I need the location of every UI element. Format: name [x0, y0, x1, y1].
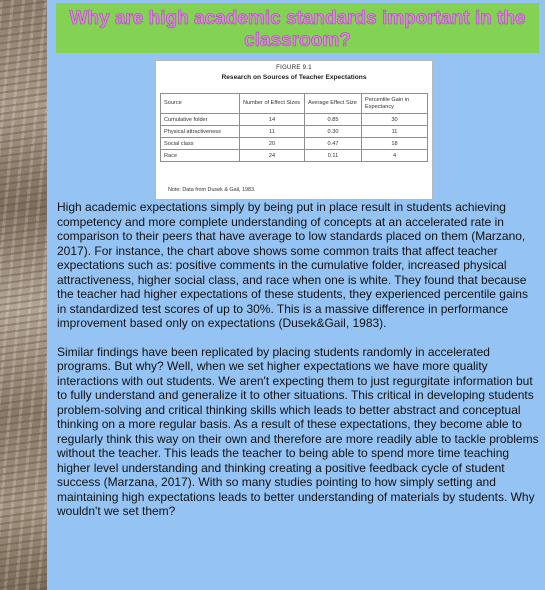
- cell-effect-sizes: 24: [240, 150, 305, 162]
- cell-source: Race: [161, 150, 240, 162]
- header-effect-sizes: Number of Effect Sizes: [240, 94, 305, 114]
- table-row: [161, 126, 428, 138]
- cell-average-effect: 0.85: [305, 114, 362, 126]
- cell-percentile-gain: 30: [362, 114, 428, 126]
- header-average-effect: Average Effect Size: [305, 94, 362, 114]
- figure-image: [155, 60, 433, 200]
- cell-average-effect: 0.11: [305, 150, 362, 162]
- cell-effect-sizes: 11: [240, 126, 305, 138]
- cell-percentile-gain: 18: [362, 138, 428, 150]
- header-source: Source: [161, 94, 240, 114]
- expectations-table: [160, 93, 428, 162]
- page-title: Why are high academic standards important in the classroom?: [69, 8, 526, 51]
- header-percentile-gain: Percentile Gain in Expectancy: [362, 94, 428, 114]
- cell-average-effect: 0.30: [305, 126, 362, 138]
- cell-source: Social class: [161, 138, 240, 150]
- cell-source: Physical attractiveness: [161, 126, 240, 138]
- cell-source: Cumulative folder: [161, 114, 240, 126]
- paragraph-1: High academic expectations simply by being put in place result in students achieving competency and more complete understanding of concepts at an accelerated rate in comparison to their peers that have average to low standards placed on them (Marzano, 2017). For instance, the chart above shows some common traits that affect teacher expectations such as: positive comments in the cumulative folder, increased physical attractiveness, higher social class, and race when one is white. They found that because the teacher had higher expectations of these students, they experienced percentile gains in standardized test scores of up to 30%. This is a massive difference in performance improvement based only on expectations (Dusek&Gail, 1983).: [57, 200, 528, 330]
- cell-percentile-gain: 4: [362, 150, 428, 162]
- cell-average-effect: 0.47: [305, 138, 362, 150]
- table-header-row: [161, 94, 428, 114]
- article-body: [57, 200, 539, 533]
- title-banner: [56, 3, 539, 53]
- table-row: [161, 150, 428, 162]
- cell-effect-sizes: 14: [240, 114, 305, 126]
- figure-note: Note: Data from Dusek & Gail, 1983.: [168, 187, 256, 193]
- table-row: [161, 114, 428, 126]
- table-row: [161, 138, 428, 150]
- figure-title: Research on Sources of Teacher Expectations: [221, 74, 367, 81]
- paragraph-2: Similar findings have been replicated by placing students randomly in accelerated programs. But why? Well, when we set higher expectations we have more quality interactions with out students. We aren't expecting them to just regurgitate information but to fully understand and generalize it to other situations. This critical in developing students problem-solving and critical thinking skills which leads to better abstract and conceptual thinking on a more regular basis. As a result of these expectations, they become able to regularly think this way on their own and therefore are more readily able to tackle problems without the teacher. This leads the teacher to being able to spend more time teaching higher level understanding and thinking creating a positive feedback cycle of student success (Marzana, 2017). With so many studies pointing to how simply setting and maintaining high expectations leads to better understanding of materials by students. Why wouldn't we set them?: [57, 344, 539, 518]
- cell-percentile-gain: 11: [362, 126, 428, 138]
- figure-label: FIGURE 9.1: [276, 65, 312, 71]
- wood-texture-sidebar: [0, 0, 47, 590]
- cell-effect-sizes: 20: [240, 138, 305, 150]
